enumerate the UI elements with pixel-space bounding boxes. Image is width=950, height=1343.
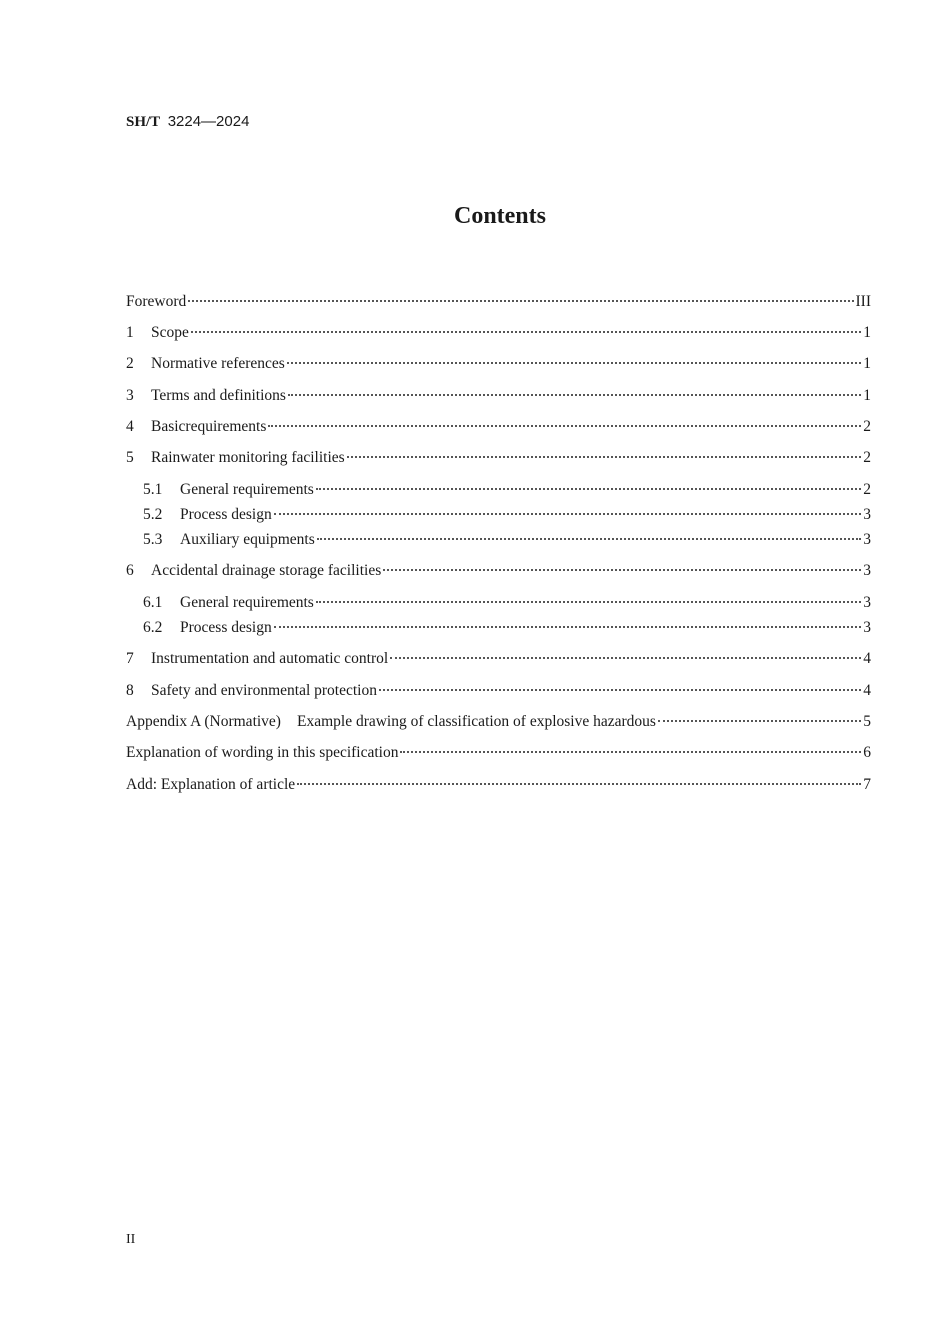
toc-label: Add: Explanation of article <box>126 776 296 793</box>
toc-number: 6 <box>126 562 134 579</box>
toc-label: Instrumentation and automatic control <box>151 650 389 667</box>
toc-page: 2 <box>863 449 871 466</box>
toc-page: 6 <box>863 744 871 761</box>
toc-number: 7 <box>126 650 134 667</box>
toc-entry-explanation-of-article[interactable] <box>126 774 871 796</box>
toc-label: Safety and environmental protection <box>151 682 377 699</box>
toc-label: General requirements <box>180 594 314 611</box>
dot-leader <box>288 394 861 396</box>
dot-leader <box>317 538 861 540</box>
toc-entry-6-2[interactable] <box>143 617 871 639</box>
page-number: II <box>126 1232 136 1247</box>
toc-entry-7[interactable] <box>126 648 871 670</box>
toc-label: Explanation of wording in this specification <box>126 744 399 761</box>
toc-number: 8 <box>126 682 134 699</box>
toc-entry-6-1[interactable] <box>143 592 871 614</box>
standard-number: 3224—2024 <box>167 113 250 130</box>
document-code <box>126 113 249 131</box>
toc-label: Process design <box>180 619 272 636</box>
toc-entry-4[interactable] <box>126 416 871 438</box>
toc-page: 4 <box>863 650 871 667</box>
dot-leader <box>390 657 861 659</box>
toc-number: 4 <box>126 418 134 435</box>
toc-entry-explanation-of-wording[interactable] <box>126 742 871 764</box>
toc-page: 1 <box>863 324 871 341</box>
toc-entry-5[interactable] <box>126 447 871 469</box>
toc-entry-3[interactable] <box>126 385 871 407</box>
page-title: Contents <box>453 203 546 229</box>
toc-label: Normative references <box>151 355 285 372</box>
toc-page: 3 <box>863 562 871 579</box>
toc-page: 4 <box>863 682 871 699</box>
toc-page: 1 <box>863 387 871 404</box>
dot-leader <box>274 513 861 515</box>
toc-label: Basicrequirements <box>151 418 267 435</box>
toc-number: 5.3 <box>143 531 163 548</box>
toc-label: Accidental drainage storage facilities <box>151 562 382 579</box>
toc-entry-5-1[interactable] <box>143 479 871 501</box>
toc-entry-6[interactable] <box>126 560 871 582</box>
toc-label: Foreword <box>126 293 187 310</box>
toc-entry-8[interactable] <box>126 680 871 702</box>
dot-leader <box>379 689 861 691</box>
dot-leader <box>188 300 853 302</box>
dot-leader <box>287 362 861 364</box>
toc-entry-appendix-a[interactable] <box>126 711 871 733</box>
dot-leader <box>274 626 861 628</box>
toc-label: Scope <box>151 324 189 341</box>
dot-leader <box>658 720 861 722</box>
toc-entry-2[interactable] <box>126 353 871 375</box>
toc-label: Process design <box>180 506 272 523</box>
toc-page: 3 <box>863 531 871 548</box>
toc-number: 6.1 <box>143 594 163 611</box>
toc-page: 3 <box>863 619 871 636</box>
toc-label <box>126 711 656 733</box>
toc-page: 2 <box>863 481 871 498</box>
toc-number: 5 <box>126 449 134 466</box>
dot-leader <box>400 751 861 753</box>
toc-entry-foreword[interactable] <box>126 291 871 313</box>
toc-page: 2 <box>863 418 871 435</box>
dot-leader <box>191 331 861 333</box>
dot-leader <box>347 456 861 458</box>
toc-page: 7 <box>863 776 871 793</box>
toc-page: 3 <box>863 506 871 523</box>
appendix-designation: Appendix A (Normative) <box>126 713 281 730</box>
toc-label: Rainwater monitoring facilities <box>151 449 345 466</box>
toc-number: 2 <box>126 355 134 372</box>
toc-number: 5.2 <box>143 506 163 523</box>
toc-entry-5-2[interactable] <box>143 504 871 526</box>
toc-entry-1[interactable] <box>126 322 871 344</box>
toc-label: Terms and definitions <box>151 387 286 404</box>
appendix-title: Example drawing of classification of explosive hazardous <box>296 713 656 730</box>
toc-page: 3 <box>863 594 871 611</box>
standard-prefix: SH/T <box>126 114 161 130</box>
toc-entry-5-3[interactable] <box>143 529 871 551</box>
dot-leader <box>297 783 861 785</box>
toc-label: Auxiliary equipments <box>180 531 315 548</box>
toc-number: 1 <box>126 324 134 341</box>
dot-leader <box>268 425 861 427</box>
toc-number: 6.2 <box>143 619 163 636</box>
toc-number: 3 <box>126 387 134 404</box>
dot-leader <box>383 569 861 571</box>
dot-leader <box>316 488 861 490</box>
dot-leader <box>316 601 861 603</box>
toc-page: 5 <box>863 713 871 730</box>
toc-page: III <box>855 293 871 310</box>
toc-label: General requirements <box>180 481 314 498</box>
toc-number: 5.1 <box>143 481 163 498</box>
toc-page: 1 <box>863 355 871 372</box>
